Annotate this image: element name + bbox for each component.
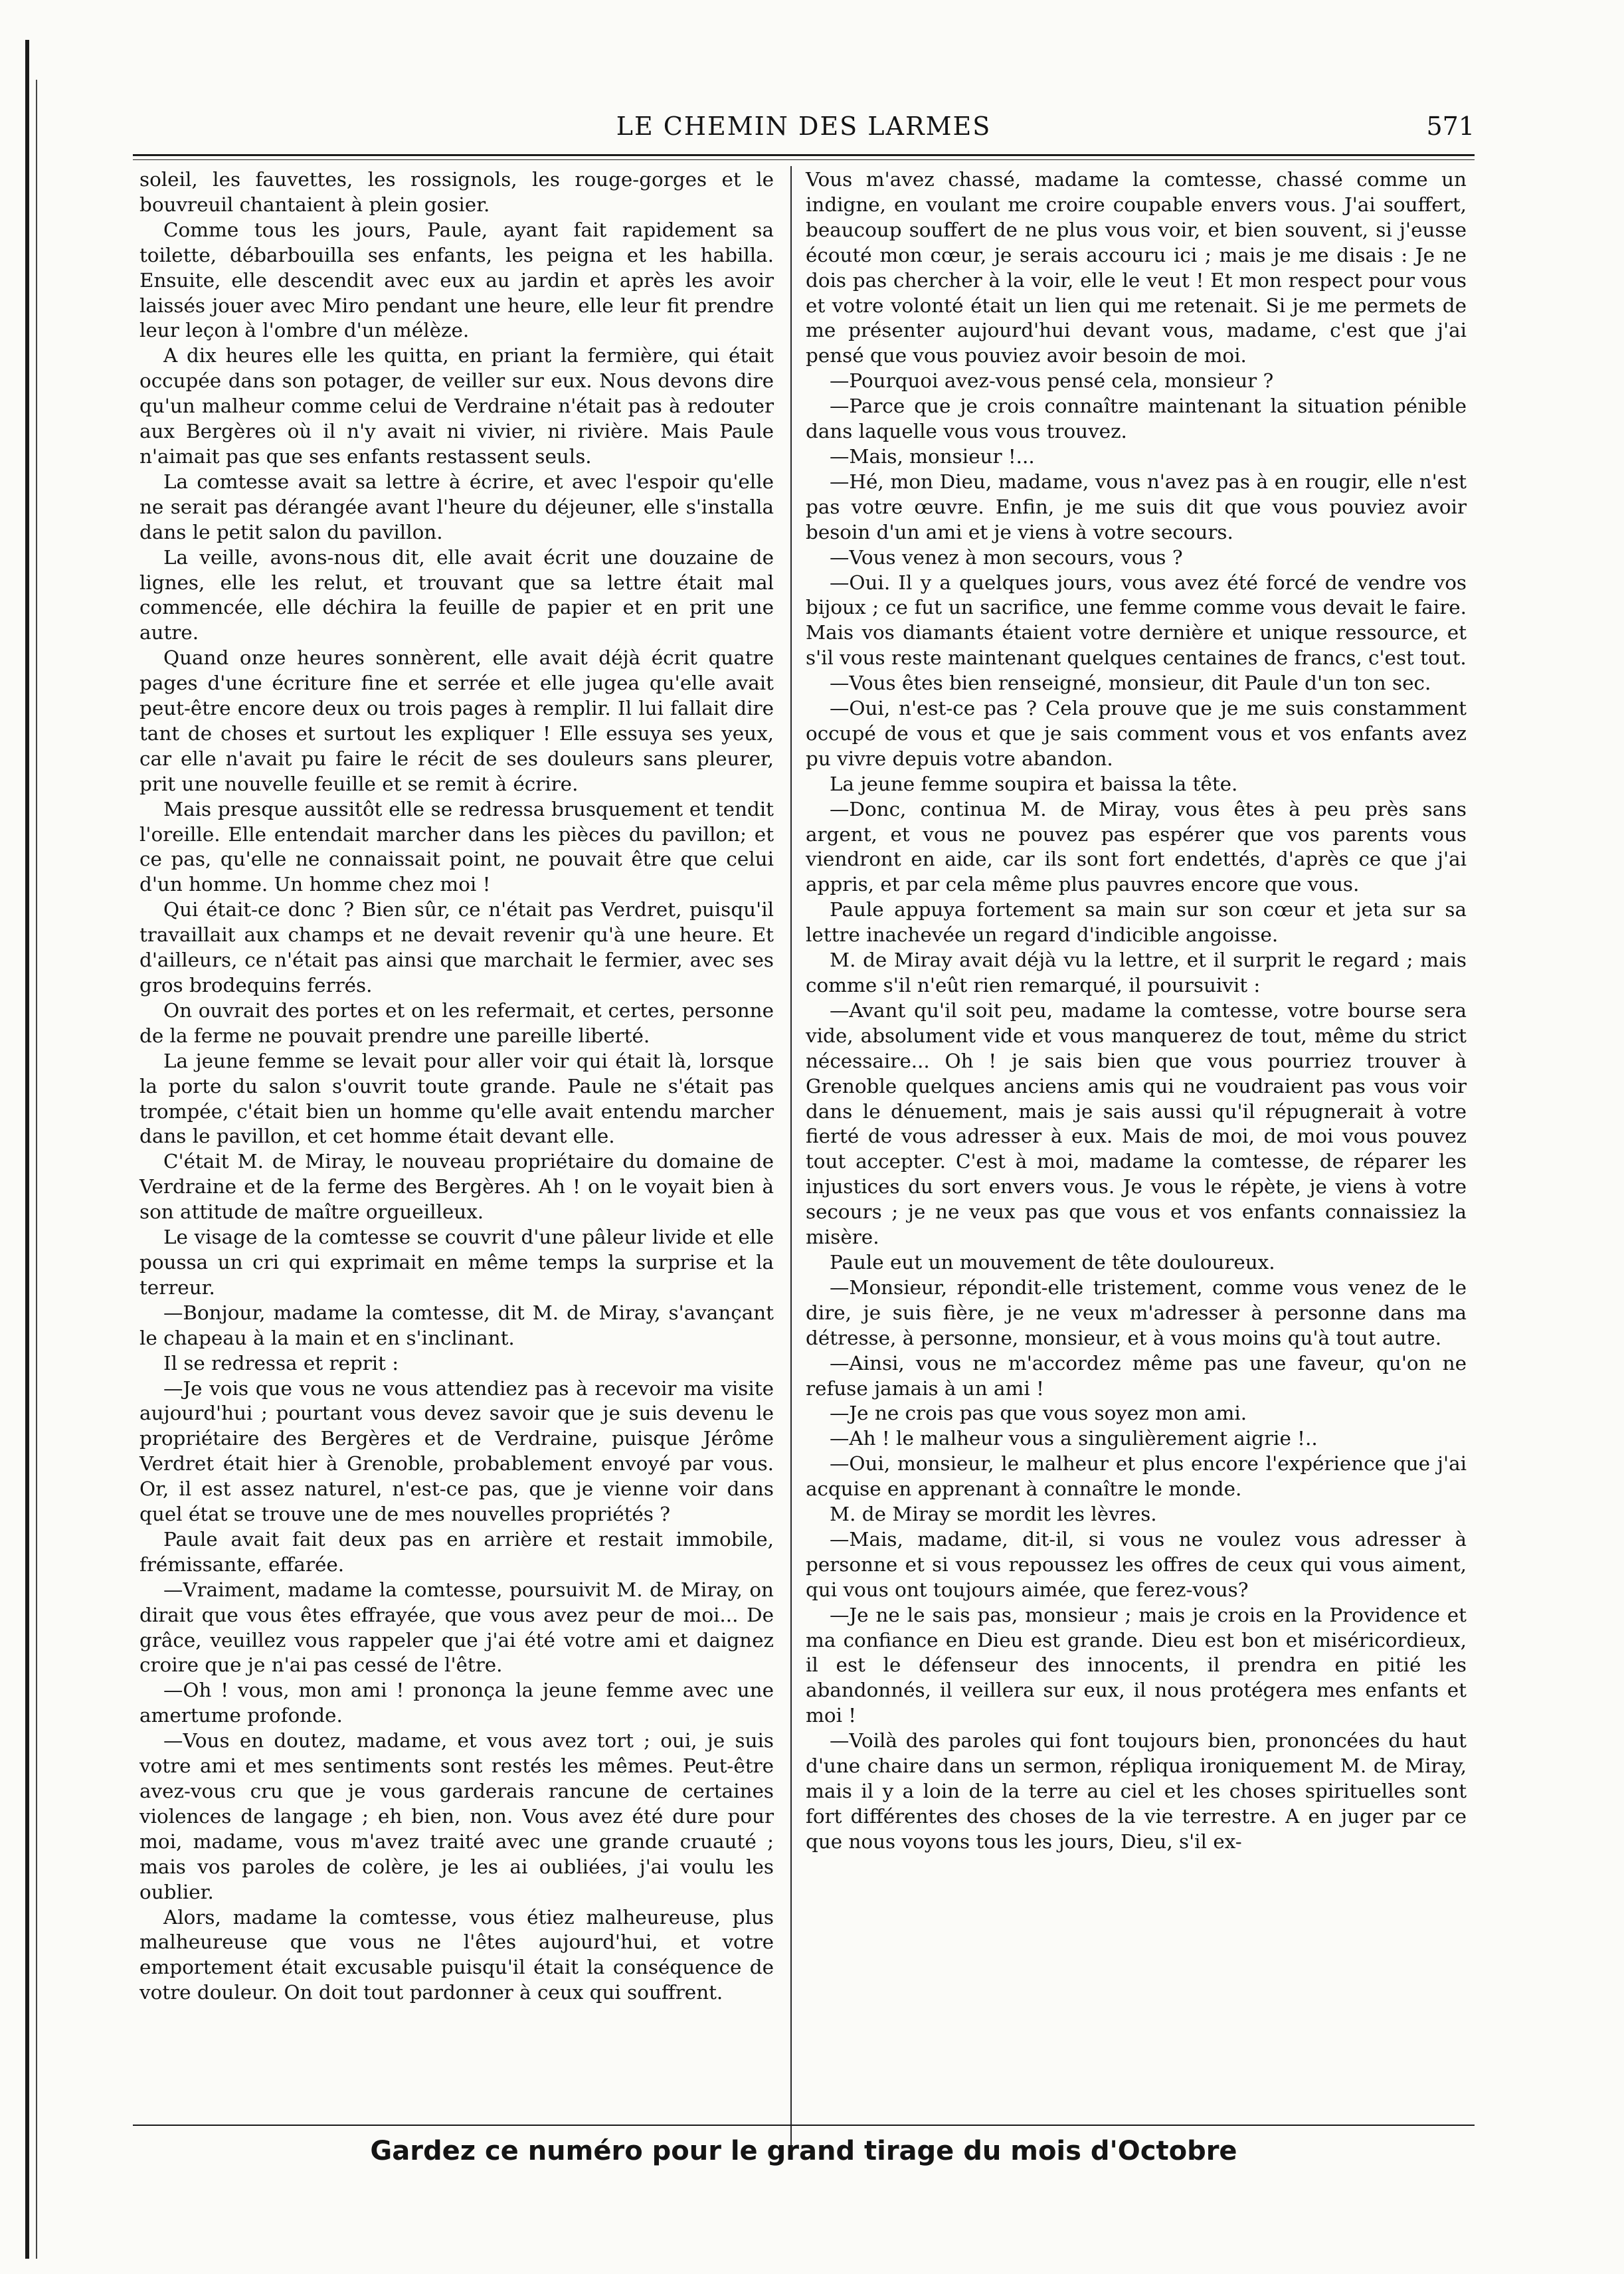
- paragraph: —Donc, continua M. de Miray, vous êtes à peu près sans argent, et vous ne pouvez pas espérer que vos parents vous viendront en aide, car ils sont fort endettés, d'après ce que j'ai appris, et par cela même plus pauvres encore que vous.: [806, 797, 1467, 896]
- paragraph: —Je ne le sais pas, monsieur ; mais je crois en la Providence et ma confiance en Dieu est grande. Dieu est bon et miséricordieux, il est le défenseur des innocents, il prendra en pitié les abandonnés, il veillera sur eux, il nous protégera mes enfants et moi !: [806, 1603, 1467, 1727]
- paragraph: Paule appuya fortement sa main sur son cœur et jeta sur sa lettre inachevée un regard d'indicible angoisse.: [806, 898, 1467, 947]
- paragraph: C'était M. de Miray, le nouveau propriétaire du domaine de Verdraine et de la ferme des Bergères. Ah ! on le voyait bien à son attitude de maître orgueilleux.: [139, 1150, 774, 1224]
- page-number: 571: [1426, 112, 1475, 141]
- paragraph: La comtesse avait sa lettre à écrire, et avec l'espoir qu'elle ne serait pas dérangée avant l'heure du déjeuner, elle s'installa dans le petit salon du pavillon.: [139, 470, 774, 543]
- paragraph: Comme tous les jours, Paule, ayant fait rapidement sa toilette, débarbouilla ses enfants, les peigna et les habilla. Ensuite, elle descendit avec eux au jardin et après les avoir laissés jouer avec Miro pendant une heure, elle leur fit prendre leur leçon à l'ombre d'un mélèze.: [139, 218, 774, 342]
- paragraph: Alors, madame la comtesse, vous étiez malheureuse, plus malheureuse que vous ne l'êtes aujourd'hui, et votre emportement était excusable puisqu'il était la conséquence de votre douleur. On doit tout pardonner à ceux qui souffrent.: [139, 1905, 774, 2004]
- paragraph: —Oui. Il y a quelques jours, vous avez été forcé de vendre vos bijoux ; ce fut un sacrifice, une femme comme vous devait le faire. Mais vos diamants étaient votre dernière et unique ressource, et s'il vous reste maintenant quelques centaines de francs, c'est tout.: [806, 571, 1467, 670]
- paragraph: —Mais, madame, dit-il, si vous ne voulez vous adresser à personne et si vous repoussez les offres de ceux qui vous aiment, qui vous ont toujours aimée, que ferez-vous?: [806, 1527, 1467, 1601]
- paragraph: Il se redressa et reprit :: [163, 1351, 399, 1374]
- paragraph: La veille, avons-nous dit, elle avait écrit une douzaine de lignes, elle les relut, et trouvant que sa lettre était mal commencée, elle déchira la feuille de papier et en prit une autre.: [139, 545, 774, 644]
- paragraph: soleil, les fauvettes, les rossignols, les rouge-gorges et le bouvreuil chantaient à plein gosier.: [139, 168, 774, 216]
- paragraph: Quand onze heures sonnèrent, elle avait déjà écrit quatre pages d'une écriture fine et serrée et elle jugea qu'elle avait peut-être encore deux ou trois pages à remplir. Il lui fallait dire tant de choses et surtout les expliquer ! Elle essuya ses yeux, car elle n'avait pu faire le récit de ses douleurs sans pleurer, prit une nouvelle feuille et se remit à écrire.: [139, 646, 774, 795]
- right-column: [806, 167, 1467, 1855]
- paragraph: Qui était-ce donc ? Bien sûr, ce n'était pas Verdret, puisqu'il travaillait aux champs et ne devait revenir qu'à une heure. Et d'ailleurs, ce n'était pas ainsi que marchait le fermier, avec ses gros brodequins ferrés.: [139, 898, 774, 996]
- paragraph: —Ainsi, vous ne m'accordez même pas une faveur, qu'on ne refuse jamais à un ami !: [806, 1351, 1467, 1400]
- footer-rule: [133, 2125, 1475, 2126]
- paragraph: —Bonjour, madame la comtesse, dit M. de Miray, s'avançant le chapeau à la main et en s'inclinant.: [139, 1301, 774, 1349]
- left-column: [139, 167, 774, 2006]
- paragraph: —Monsieur, répondit-elle tristement, comme vous venez de le dire, je suis fière, je ne veux m'adresser à personne dans ma détresse, à personne, monsieur, et à vous moins qu'à tout autre.: [806, 1276, 1467, 1349]
- paragraph: La jeune femme se levait pour aller voir qui était là, lorsque la porte du salon s'ouvrit toute grande. Paule ne s'était pas trompée, c'était bien un homme qu'elle avait entendu marcher dans le pavillon, et cet homme était devant elle.: [139, 1049, 774, 1148]
- footer-notice: Gardez ce numéro pour le grand tirage du mois d'Octobre: [370, 2136, 1237, 2166]
- paragraph: —Je ne crois pas que vous soyez mon ami.: [830, 1402, 1247, 1425]
- paragraph: —Parce que je crois connaître maintenant la situation pénible dans laquelle vous vous trouvez.: [806, 395, 1467, 443]
- paragraph: —Oui, n'est-ce pas ? Cela prouve que je me suis constamment occupé de vous et que je sais comment vous et vos enfants avez pu vivre depuis votre abandon.: [806, 697, 1467, 770]
- paragraph: —Hé, mon Dieu, madame, vous n'avez pas à en rougir, elle n'est pas votre œuvre. Enfin, je me suis dit que vous pouviez avoir besoin d'un ami et je viens à votre secours.: [806, 470, 1467, 543]
- paragraph: —Vraiment, madame la comtesse, poursuivit M. de Miray, on dirait que vous êtes effrayée, que vous avez peur de moi... De grâce, veuillez vous rappeler que j'ai été votre ami et daignez croire que je n'ai pas cessé de l'être.: [139, 1578, 774, 1677]
- column-divider: [790, 166, 792, 2159]
- paragraph: On ouvrait des portes et on les refermait, et certes, personne de la ferme ne pouvait prendre une pareille liberté.: [139, 998, 774, 1047]
- page-binding-edge: [25, 40, 29, 2259]
- paragraph: Mais presque aussitôt elle se redressa brusquement et tendit l'oreille. Elle entendait marcher dans les pièces du pavillon; et ce pas, qu'elle ne connaissait point, ne pouvait être que celui d'un homme. Un homme chez moi !: [139, 797, 774, 896]
- paragraph: —Avant qu'il soit peu, madame la comtesse, votre bourse sera vide, absolument vide et vous manquerez de tout, même du strict nécessaire... Oh ! je sais bien que vous pourriez trouver à Grenoble quelques anciens amis qui ne voudraient pas vous voir dans le dénuement, mais je sais aussi qu'il répugnerait à votre fierté de vous adresser à eux. Mais de moi, de moi vous pouvez tout accepter. C'est à moi, madame la comtesse, de réparer les injustices du sort envers vous. Je vous le répète, je viens à votre secours ; je ne veux pas que vous et vos enfants connaissiez la misère.: [806, 998, 1467, 1249]
- paragraph: —Pourquoi avez-vous pensé cela, monsieur ?: [830, 369, 1274, 393]
- header-rule: [133, 154, 1475, 156]
- page-header: [133, 112, 1475, 151]
- paragraph: —Vous êtes bien renseigné, monsieur, dit Paule d'un ton sec.: [830, 672, 1431, 695]
- paragraph: —Oui, monsieur, le malheur et plus encore l'expérience que j'ai acquise en apprenant à connaître le monde.: [806, 1452, 1467, 1501]
- paragraph: A dix heures elle les quitta, en priant la fermière, qui était occupée dans son potager, de veiller sur eux. Nous devons dire qu'un malheur comme celui de Verdraine n'était pas à redouter aux Bergères où il n'y avait ni vivier, ni rivière. Mais Paule n'aimait pas que ses enfants restassent seuls.: [139, 344, 774, 468]
- running-title: LE CHEMIN DES LARMES: [616, 112, 992, 141]
- paragraph: Le visage de la comtesse se couvrit d'une pâleur livide et elle poussa un cri qui exprimait en même temps la surprise et la terreur.: [139, 1226, 774, 1299]
- paragraph: —Ah ! le malheur vous a singulièrement aigrie !..: [830, 1427, 1318, 1450]
- paragraph: Vous m'avez chassé, madame la comtesse, chassé comme un indigne, en voulant me croire coupable envers vous. J'ai souffert, beaucoup souffert de ne plus vous voir, et bien souvent, si j'eusse écouté mon cœur, je serais accouru ici ; mais je me disais : Je ne dois pas chercher à la voir, elle le veut ! Et mon respect pour vous et votre volonté était un lien qui me retenait. Si je me permets de me présenter aujourd'hui devant vous, madame, c'est que j'ai pensé que vous pouviez avoir besoin de moi.: [806, 168, 1467, 367]
- page-binding-edge-inner: [36, 80, 37, 2259]
- paragraph: —Voilà des paroles qui font toujours bien, prononcées du haut d'une chaire dans un sermon, répliqua ironiquement M. de Miray, mais il y a loin de la terre au ciel et les choses spirituelles sont fort différentes des choses de la vie terrestre. A en juger par ce que nous voyons tous les jours, Dieu, s'il ex-: [806, 1729, 1467, 1853]
- paragraph: Paule eut un mouvement de tête douloureux.: [830, 1250, 1275, 1274]
- paragraph: —Je vois que vous ne vous attendiez pas à recevoir ma visite aujourd'hui ; pourtant vous devez savoir que je suis devenu le propriétaire des Bergères et de Verdraine, puisque Jérôme Verdret était hier à Grenoble, probablement envoyé par vous. Or, il est assez naturel, n'est-ce pas, que je vienne voir dans quel état se trouve une de mes nouvelles propriétés ?: [139, 1376, 774, 1526]
- paragraph: Paule avait fait deux pas en arrière et restait immobile, frémissante, effarée.: [139, 1527, 774, 1576]
- paragraph: —Mais, monsieur !...: [830, 444, 1035, 468]
- paragraph: —Vous venez à mon secours, vous ?: [830, 545, 1183, 569]
- paragraph: M. de Miray avait déjà vu la lettre, et il surprit le regard ; mais comme s'il n'eût rien remarqué, il poursuivit :: [806, 949, 1467, 996]
- paragraph: La jeune femme soupira et baissa la tête.: [830, 772, 1238, 795]
- paragraph: M. de Miray se mordit les lèvres.: [830, 1503, 1157, 1526]
- paragraph: —Oh ! vous, mon ami ! prononça la jeune femme avec une amertume profonde.: [139, 1679, 774, 1727]
- paragraph: —Vous en doutez, madame, et vous avez tort ; oui, je suis votre ami et mes sentiments sont restés les mêmes. Peut-être avez-vous cru que je vous garderais rancune de certaines violences de langage ; eh bien, non. Vous avez été dure pour moi, madame, vous m'avez traité avec une grande cruauté ; mais vos paroles de colère, je les ai oubliées, j'ai voulu les oublier.: [139, 1729, 774, 1903]
- header-rule-thin: [133, 159, 1475, 160]
